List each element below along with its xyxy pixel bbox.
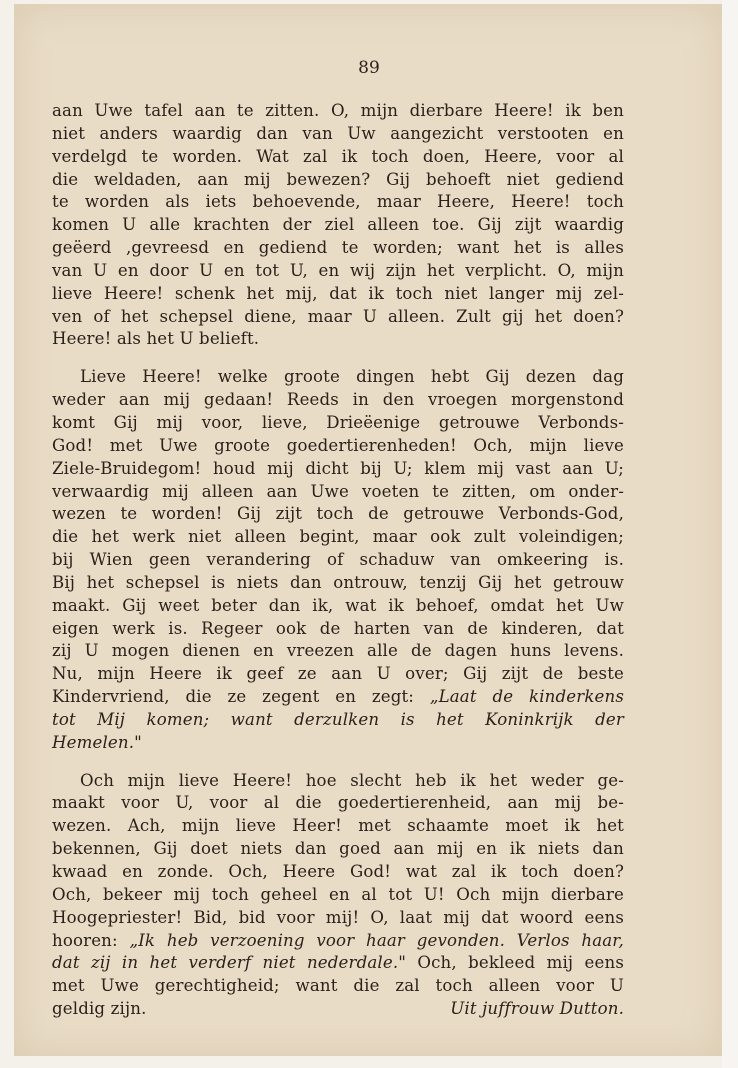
page-number: 89 — [358, 58, 380, 78]
text-line: ven of het schepsel diene, maar U alleen. Zult gij het doen? — [52, 306, 624, 326]
text-line: Hoogepriester! Bid, bid voor mij! O, laat mij dat woord eens — [52, 907, 624, 927]
text-line: wezen. Ach, mijn lieve Heer! met schaamte moet ik het — [52, 816, 624, 836]
text-line — [52, 952, 624, 975]
attribution: Uit juffrouw Dutton. — [450, 999, 624, 1019]
text-line: wezen te worden! Gij zijt toch de getrouwe Verbonds-God, — [52, 504, 624, 524]
text-line: met Uwe gerechtigheid; want die zal toch alleen voor U — [52, 976, 624, 996]
quote-text: dat zij in het verderf niet nederdale." — [52, 953, 407, 973]
text-line: van U en door U en tot U, en wij zijn het verplicht. O, mijn — [52, 260, 624, 280]
text-run: Och, bekleed mij eens — [406, 953, 624, 973]
text-line: komen U alle krachten der ziel alleen toe. Gij zijt waardig — [52, 215, 624, 235]
text-line: die weldaden, aan mij bewezen? Gij behoeft niet gediend — [52, 169, 624, 189]
text-line — [52, 686, 624, 709]
text-line: bekennen, Gij doet niets dan goed aan mij en ik niets dan — [52, 839, 624, 859]
text-line: Nu, mijn Heere ik geef ze aan U over; Gij zijt de beste — [52, 664, 624, 684]
text-line: bij Wien geen verandering of schaduw van omkeering is. — [52, 550, 624, 570]
text-line: Heere! als het U belieft. — [52, 329, 260, 349]
text-line: maakt. Gij weet beter dan ik, wat ik behoef, omdat het Uw — [52, 595, 624, 615]
quote-text: tot Mij komen; want derzulken is het Koninkrijk der — [52, 709, 624, 729]
text-line — [52, 998, 624, 1021]
text-line: kwaad en zonde. Och, Heere God! wat zal ik toch doen? — [52, 862, 624, 881]
text-line: verdelgd te worden. Wat zal ik toch doen, Heere, voor al — [52, 146, 624, 166]
body-text — [52, 100, 624, 1021]
paragraph-1 — [52, 100, 624, 351]
text-line: Och mijn lieve Heere! hoe slecht heb ik het weder ge- — [80, 770, 624, 790]
text-line: eigen werk is. Regeer ook de harten van de kinderen, dat — [52, 618, 624, 638]
text-line: geëerd ,gevreesd en gediend te worden; want het is alles — [52, 238, 624, 258]
quote-text: Hemelen." — [52, 732, 142, 752]
text-run: Kindervriend, die ze zegent en zegt: — [52, 687, 430, 707]
text-line: weder aan mij gedaan! Reeds in den vroegen morgenstond — [52, 390, 624, 410]
text-line: lieve Heere! schenk het mij, dat ik toch niet langer mij zel- — [52, 283, 624, 303]
text-line: te worden als iets behoevende, maar Heere, Heere! toch — [52, 192, 624, 212]
text-line: Och, bekeer mij toch geheel en al tot U! Och mijn dierbare — [52, 884, 624, 904]
text-line: God! met Uwe groote goedertierenheden! Och, mijn lieve — [52, 435, 624, 455]
text-line: Bij het schepsel is niets dan ontrouw, tenzij Gij het getrouw — [52, 572, 624, 592]
text-line — [52, 930, 624, 953]
text-run: geldig zijn. — [52, 999, 147, 1019]
quote-text: „Ik heb verzoening voor haar gevonden. Verlos haar, — [129, 930, 624, 950]
text-run: hooren: — [52, 930, 130, 950]
quote-text: „Laat de kinderkens — [429, 687, 624, 707]
text-line: Ziele-Bruidegom! houd mij dicht bij U; klem mij vast aan U; — [52, 458, 624, 478]
text-line: maakt voor U, voor al die goedertierenheid, aan mij be- — [52, 793, 624, 813]
text-line: aan Uwe tafel aan te zitten. O, mijn dierbare Heere! ik ben — [52, 101, 624, 120]
scan-margin — [722, 0, 738, 1068]
text-line: die het werk niet alleen begint, maar ook zult voleindigen; — [52, 527, 624, 547]
text-line: zij U mogen dienen en vreezen alle de dagen huns levens. — [52, 641, 624, 661]
text-line: verwaardig mij alleen aan Uwe voeten te zitten, om onder- — [52, 481, 624, 501]
paragraph-3 — [52, 770, 624, 1021]
text-line: niet anders waardig dan van Uw aangezicht verstooten en — [52, 123, 624, 143]
paragraph-2 — [52, 366, 624, 754]
text-line: Lieve Heere! welke groote dingen hebt Gij dezen dag — [80, 367, 624, 387]
text-line: komt Gij mij voor, lieve, Drieëenige getrouwe Verbonds- — [52, 412, 624, 432]
